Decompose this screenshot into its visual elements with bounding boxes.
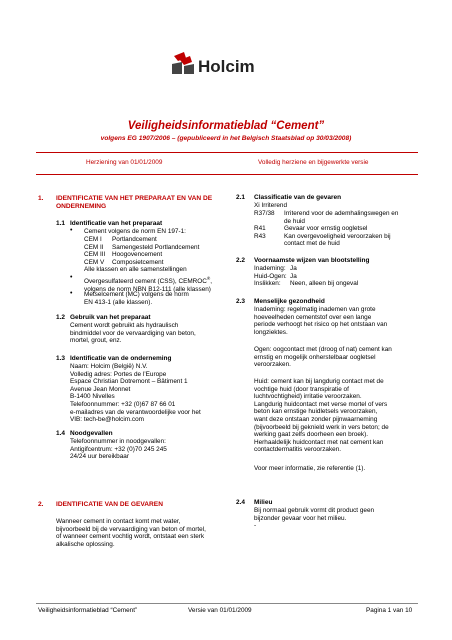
section-2-2-number: 2.2 [236,257,246,264]
address-line: Avenue Jean Monnet [70,385,131,393]
cement-type-name: Portlandcement [112,236,157,243]
email-line: e-mailadres van de verantwoordelijke voor het [70,408,201,416]
risk-text: Gevaar voor ernstig oogletsel [284,225,368,233]
section-1-2-title: Gebruik van het preparaat [70,314,151,321]
masonry-cement-text: Metselcement (MC) volgens de norm [84,291,189,298]
revision-note: Volledig herziene en bijgewerkte versie [258,159,369,166]
body-line: beton kan ernstige huidletsels veroorzaken, [254,408,378,416]
company-name: Naam: Holcim (België) N.V. [70,363,148,370]
body-line: luchtvochtigheid) irritatie veroorzaken. [254,393,362,401]
footer-page-number: Pagina 1 van 10 [366,607,413,614]
risk-text: Irriterend voor de ademhalingswegen en [284,210,399,217]
bullet-icon: • [70,227,73,234]
body-line: Ogen: oogcontact met (droog of nat) cement kan [254,346,392,353]
section-2-number: 2. [38,501,44,508]
body-line: Bij normaal gebruik vormt dit product geen [254,507,375,514]
body-line: alkalische oplossing. [56,540,115,548]
cement-type-name: Hoogovencement [112,251,163,259]
holcim-logo [170,50,280,80]
body-line: bindmiddel voor de vervaardiging van beton, [70,329,196,337]
all-classes-line: Alle klassen en alle samenstellingen [84,266,187,274]
section-1-title-line: ONDERNEMING [56,202,107,210]
phone-line: Telefoonnummer: +32 (0)67 87 66 01 [70,400,176,408]
cement-type-name: Composietcement [112,258,164,266]
exposure-routes [254,265,358,288]
exposure-value: Neen, alleen bij ongeval [290,280,359,288]
cement-type-code: CEM V [84,258,105,266]
footer-rule [36,603,418,604]
section-1-3-title: Identificatie van de onderneming [70,355,172,362]
section-2-title: IDENTIFICATIE VAN DE GEVAREN [56,501,163,508]
section-2-4-title: Milieu [254,499,273,506]
section-2-2-title: Voornaamste wijzen van blootstelling [254,257,370,264]
risk-code: R37/38 [254,210,275,217]
body-line: longziektes. [254,328,288,336]
body-line: of wanneer cement vochtig wordt, ontstaat een sterk [56,533,205,541]
section-1-2-number: 1.2 [56,314,66,321]
cement-type-code: CEM I [84,236,102,243]
section-2-4-number: 2.4 [236,499,246,506]
body-line: Herhaaldelijk huidcontact met nat cement kan [254,438,384,446]
comma: , [210,278,212,286]
section-2-3-number: 2.3 [236,298,246,305]
body-line: vochtige huid (door transpiratie of [254,385,349,393]
cement-type-code: CEM II [84,243,104,251]
registered-mark: ® [206,276,211,281]
body-line: Telefoonnummer in noodgevallen: [70,438,166,445]
skin-paragraph [254,378,389,454]
footer-doc-name: Veiligheidsinformatieblad “Cement” [38,607,138,614]
section-2-1-title: Classificatie van de gevaren [254,194,342,201]
bullet-icon: • [70,274,73,281]
address-line: Volledig adres: Portes de l’Europe [70,370,167,378]
exposure-route: Inslikken: [254,280,281,288]
masonry-cement-norm: EN 413-1 (alle klassen). [84,298,153,306]
body-line: bijzonder gevaar voor het milieu. [254,514,347,522]
risk-code: R41 [254,225,266,233]
body-line: periode verhoogt het risico op het ontstaan van [254,321,388,329]
body-line: bijvoorbeeld bij de vervaardiging van beton of mortel, [56,525,206,533]
body-line: - [254,522,257,530]
css-cement-norm: volgens de norm NBN B12-111 (alle klassen) [84,285,211,293]
section-1-3-number: 1.3 [56,355,66,362]
body-line: ernstig en mogelijk onherstelbaar oogletsel [254,353,376,361]
section-2-3-title: Menselijke gezondheid [254,298,325,305]
section-1-title-line: IDENTIFICATIE VAN HET PREPARAAT EN VAN DE [56,195,213,202]
inhalation-paragraph [254,306,387,336]
irritant-class: Xi Irriterend [254,202,288,209]
body-line: Cement wordt gebruikt als hydraulisch [70,322,179,329]
body-line: (bijvoorbeeld bij geknield werk in vers beton; de [254,423,389,431]
cement-types-list [84,236,199,274]
revision-bottom-rule [36,174,418,175]
holcim-logo-text: Holcim [198,57,255,76]
section-2-1-number: 2.1 [236,194,246,201]
body-line: want deze ontstaan zonder pijnwaarneming [254,415,378,423]
section-1-4-title: Noodgevallen [70,430,113,437]
cement-norm-line: Cement volgens de norm EN 197-1: [84,228,186,235]
section-1-4-number: 1.4 [56,430,66,437]
section-1-4-body [70,438,167,461]
bullet-icon: • [70,290,73,297]
body-line: Inademing: regelmatig inademen van grote [254,306,376,313]
body-line: contactdermatitis veroorzaken. [254,446,342,454]
cement-type-code: CEM III [84,251,106,259]
exposure-route: Inademing: [254,265,286,272]
revision-top-rule [36,152,418,153]
body-line: werking gaat zelfs doorheen een broek). [254,431,369,439]
reference-note: Voor meer informatie, zie referentie (1). [254,465,366,472]
risk-code: R43 [254,232,266,240]
section-2-4-body [254,507,374,530]
footer-version: Versie van 01/01/2009 [188,607,252,614]
body-line: Antigifcentrum: +32 (0)70 245 245 [70,445,167,453]
body-line: 24/24 uur bereikbaar [70,453,129,461]
email-line: VIB: tech-be@holcim.com [70,416,144,424]
cement-type-name: Samengesteld Portlandcement [112,243,200,251]
section-1-3-body [70,363,201,424]
risk-text: de huid [284,217,305,225]
document-title: Veiligheidsinformatieblad “Cement” [127,120,325,132]
eyes-paragraph [254,346,392,369]
body-line: hoeveelheden cementstof over een lange [254,313,372,321]
body-line: veroorzaken. [254,361,291,369]
body-line: Wanneer cement in contact komt met water, [56,518,181,525]
body-line: mortel, grout, enz. [70,337,122,345]
exposure-value: Ja [290,265,297,272]
risk-phrases [254,210,398,248]
exposure-value: Ja [290,272,297,280]
body-line: Langdurig huidcontact met verse mortel of vers [254,400,388,408]
section-1-number: 1. [38,195,44,202]
masonry-cement-line [84,291,189,306]
exposure-route: Huid-Ogen: [254,272,287,280]
css-cement-text: Overgesulfateerd cement (CSS), CEMROC [84,278,207,286]
document-subtitle: volgens EG 1907/2006 – (gepubliceerd in het Belgisch Staatsblad op 30/03/2008) [100,135,352,142]
risk-text: Kan overgevoeligheid veroorzaken bij [284,232,391,240]
risk-text: contact met de huid [284,240,340,248]
section-1-title [56,195,212,211]
section-2-body [56,518,206,548]
section-1-1-number: 1.1 [56,220,66,227]
holcim-logo-mark-icon [170,50,200,76]
address-line: Espace Christian Dotremont – Bâtiment 1 [70,378,188,386]
body-line: Huid: cement kan bij langdurig contact met de [254,378,384,385]
address-line: B-1400 Nivelles [70,393,115,401]
section-1-2-body [70,322,196,345]
section-1-1-title: Identificatie van het preparaat [70,220,163,227]
revision-date: Herziening van 01/01/2009 [86,159,163,166]
